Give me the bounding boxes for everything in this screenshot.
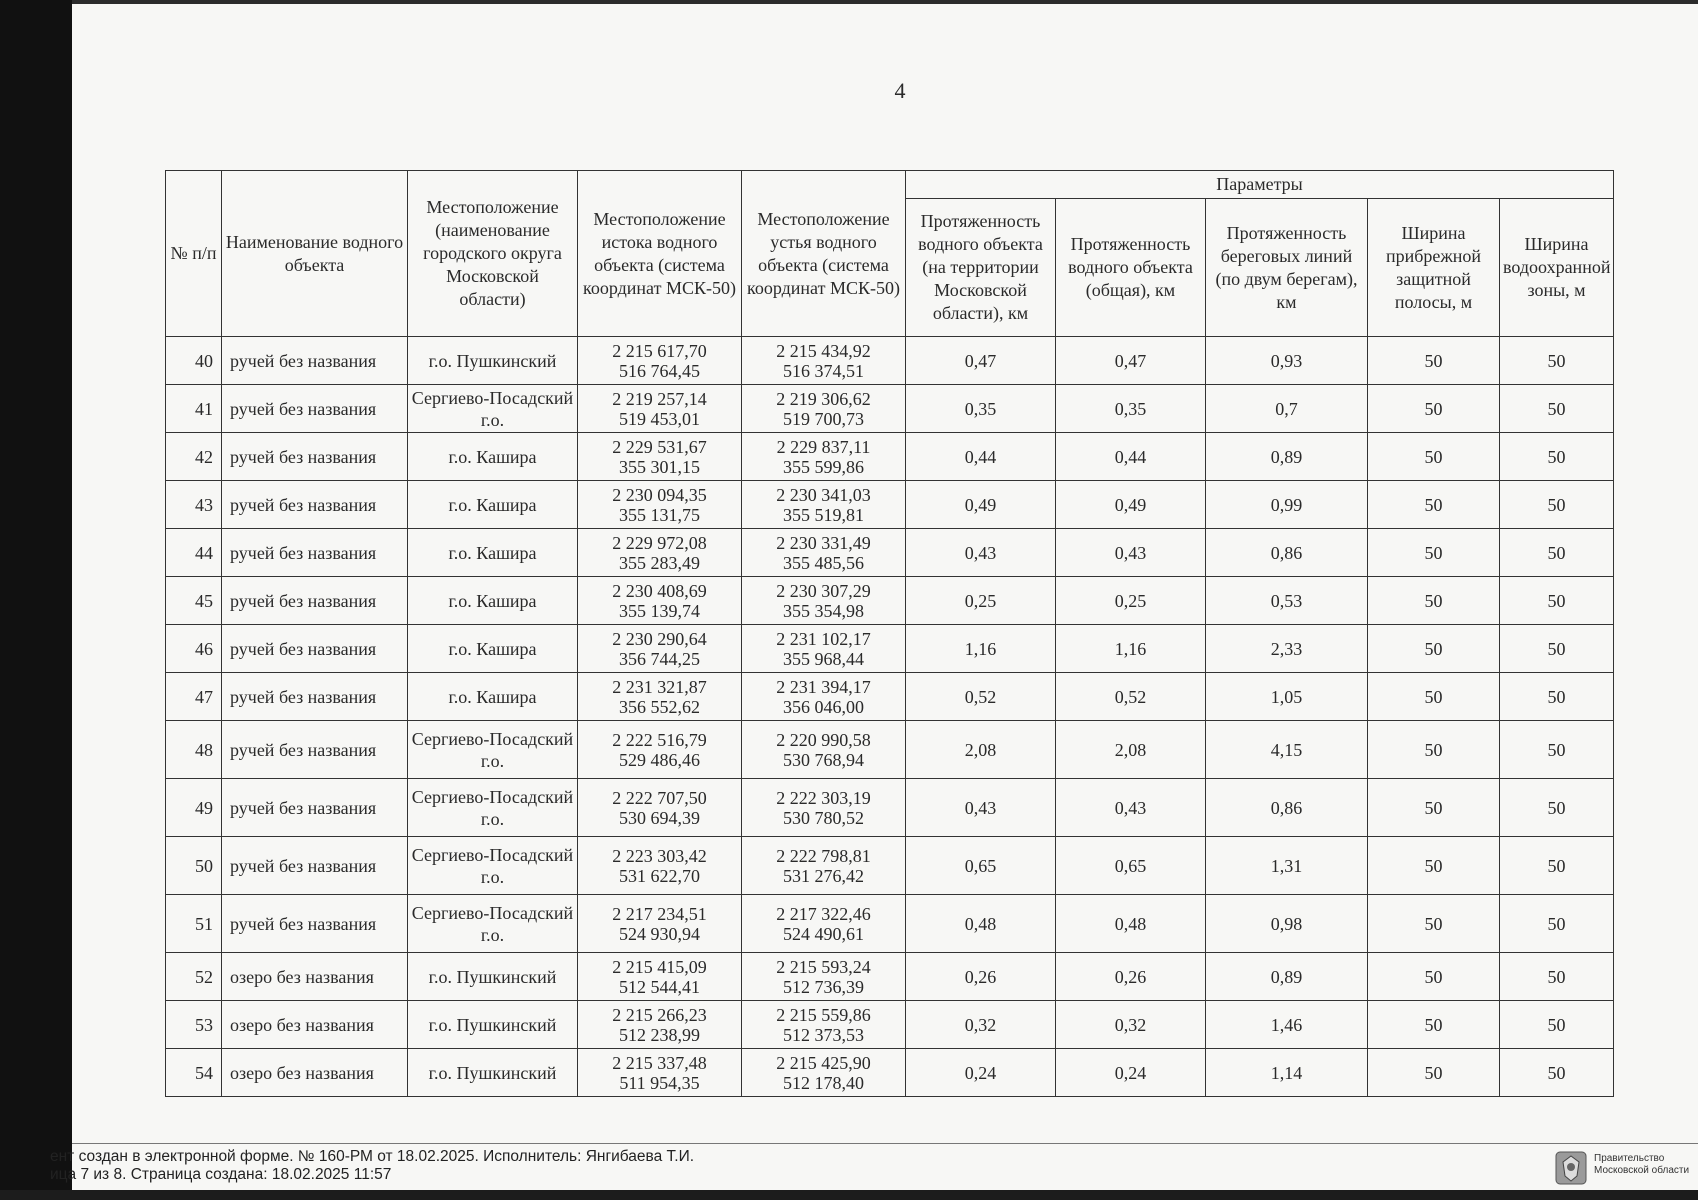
cell-coastal-strip: 50 bbox=[1368, 481, 1500, 529]
cell-length-mo: 1,16 bbox=[906, 625, 1056, 673]
water-objects-table bbox=[165, 170, 1614, 1097]
cell-coastal-strip: 50 bbox=[1368, 337, 1500, 385]
cell-coastal-strip: 50 bbox=[1368, 385, 1500, 433]
cell-mouth bbox=[742, 625, 906, 673]
cell-length-mo: 0,52 bbox=[906, 673, 1056, 721]
cell-mouth bbox=[742, 1001, 906, 1049]
cell-shore-length: 0,89 bbox=[1206, 433, 1368, 481]
cell-mouth bbox=[742, 529, 906, 577]
cell-location: г.о. Пушкинский bbox=[408, 953, 578, 1001]
cell-length-total: 0,35 bbox=[1056, 385, 1206, 433]
source-coord-y: 355 139,74 bbox=[619, 600, 700, 621]
cell-length-mo: 0,44 bbox=[906, 433, 1056, 481]
cell-source bbox=[578, 1001, 742, 1049]
cell-num: 49 bbox=[166, 779, 222, 837]
cell-length-total: 0,65 bbox=[1056, 837, 1206, 895]
mouth-coord-x: 2 229 837,11 bbox=[776, 436, 871, 457]
source-coord-y: 531 622,70 bbox=[619, 865, 700, 886]
cell-shore-length: 0,89 bbox=[1206, 953, 1368, 1001]
mouth-coord-x: 2 220 990,58 bbox=[776, 729, 871, 750]
source-coord-y: 530 694,39 bbox=[619, 807, 700, 828]
cell-protection-zone: 50 bbox=[1500, 895, 1614, 953]
cell-length-total: 0,52 bbox=[1056, 673, 1206, 721]
cell-source bbox=[578, 953, 742, 1001]
cell-name: ручей без названия bbox=[222, 625, 408, 673]
cell-num: 40 bbox=[166, 337, 222, 385]
cell-shore-length: 0,98 bbox=[1206, 895, 1368, 953]
table-row bbox=[166, 673, 1614, 721]
cell-length-total: 0,48 bbox=[1056, 895, 1206, 953]
cell-mouth bbox=[742, 385, 906, 433]
cell-shore-length: 2,33 bbox=[1206, 625, 1368, 673]
cell-source bbox=[578, 385, 742, 433]
cell-num: 48 bbox=[166, 721, 222, 779]
table-row bbox=[166, 953, 1614, 1001]
cell-mouth bbox=[742, 953, 906, 1001]
header-params: Параметры bbox=[906, 171, 1614, 199]
mouth-coord-x: 2 215 593,24 bbox=[776, 956, 871, 977]
cell-protection-zone: 50 bbox=[1500, 337, 1614, 385]
cell-location: г.о. Пушкинский bbox=[408, 1049, 578, 1097]
cell-protection-zone: 50 bbox=[1500, 625, 1614, 673]
cell-num: 44 bbox=[166, 529, 222, 577]
cell-mouth bbox=[742, 433, 906, 481]
cell-name: ручей без названия bbox=[222, 529, 408, 577]
source-coord-y: 356 744,25 bbox=[619, 648, 700, 669]
cell-coastal-strip: 50 bbox=[1368, 625, 1500, 673]
source-coord-x: 2 215 415,09 bbox=[612, 956, 707, 977]
cell-coastal-strip: 50 bbox=[1368, 673, 1500, 721]
cell-shore-length: 0,53 bbox=[1206, 577, 1368, 625]
cell-num: 50 bbox=[166, 837, 222, 895]
source-coord-y: 516 764,45 bbox=[619, 360, 700, 381]
source-coord-x: 2 222 516,79 bbox=[612, 729, 707, 750]
cell-mouth bbox=[742, 481, 906, 529]
cell-coastal-strip: 50 bbox=[1368, 433, 1500, 481]
cell-location: г.о. Пушкинский bbox=[408, 337, 578, 385]
cell-source bbox=[578, 481, 742, 529]
source-coord-x: 2 223 303,42 bbox=[612, 845, 707, 866]
source-coord-x: 2 215 337,48 bbox=[612, 1052, 707, 1073]
cell-name: ручей без названия bbox=[222, 385, 408, 433]
cell-length-mo: 0,47 bbox=[906, 337, 1056, 385]
cell-name: ручей без названия bbox=[222, 721, 408, 779]
cell-source bbox=[578, 1049, 742, 1097]
cell-name: озеро без названия bbox=[222, 1001, 408, 1049]
page-number: 4 bbox=[894, 78, 906, 103]
footer-line-2: ица 7 из 8. Страница создана: 18.02.2025 11:57 bbox=[50, 1166, 392, 1183]
cell-shore-length: 1,31 bbox=[1206, 837, 1368, 895]
cell-num: 43 bbox=[166, 481, 222, 529]
cell-shore-length: 0,7 bbox=[1206, 385, 1368, 433]
cell-name: озеро без названия bbox=[222, 953, 408, 1001]
mouth-coord-y: 524 490,61 bbox=[783, 923, 864, 944]
cell-source bbox=[578, 577, 742, 625]
cell-location: г.о. Кашира bbox=[408, 433, 578, 481]
cell-protection-zone: 50 bbox=[1500, 779, 1614, 837]
cell-source bbox=[578, 433, 742, 481]
cell-shore-length: 1,14 bbox=[1206, 1049, 1368, 1097]
cell-coastal-strip: 50 bbox=[1368, 529, 1500, 577]
cell-num: 51 bbox=[166, 895, 222, 953]
cell-name: ручей без названия bbox=[222, 673, 408, 721]
cell-coastal-strip: 50 bbox=[1368, 953, 1500, 1001]
cell-length-total: 0,43 bbox=[1056, 779, 1206, 837]
cell-shore-length: 0,86 bbox=[1206, 529, 1368, 577]
header-source: Местоположение истока водного объекта (система координат МСК-50) bbox=[578, 171, 742, 337]
cell-mouth bbox=[742, 721, 906, 779]
mouth-coord-x: 2 230 331,49 bbox=[776, 532, 871, 553]
cell-protection-zone: 50 bbox=[1500, 1049, 1614, 1097]
source-coord-x: 2 230 094,35 bbox=[612, 484, 707, 505]
mouth-coord-x: 2 230 341,03 bbox=[776, 484, 871, 505]
mouth-coord-x: 2 230 307,29 bbox=[776, 580, 871, 601]
source-coord-y: 519 453,01 bbox=[619, 408, 700, 429]
mouth-coord-y: 516 374,51 bbox=[783, 360, 864, 381]
cell-location: г.о. Кашира bbox=[408, 577, 578, 625]
table-row bbox=[166, 433, 1614, 481]
cell-num: 54 bbox=[166, 1049, 222, 1097]
cell-num: 42 bbox=[166, 433, 222, 481]
source-coord-y: 524 930,94 bbox=[619, 923, 700, 944]
table-row bbox=[166, 577, 1614, 625]
cell-location: г.о. Пушкинский bbox=[408, 1001, 578, 1049]
mouth-coord-y: 512 736,39 bbox=[783, 976, 864, 997]
source-coord-y: 512 544,41 bbox=[619, 976, 700, 997]
cell-coastal-strip: 50 bbox=[1368, 837, 1500, 895]
cell-protection-zone: 50 bbox=[1500, 721, 1614, 779]
cell-length-mo: 0,48 bbox=[906, 895, 1056, 953]
table-row bbox=[166, 1001, 1614, 1049]
cell-length-mo: 0,26 bbox=[906, 953, 1056, 1001]
cell-name: ручей без названия bbox=[222, 895, 408, 953]
cell-length-mo: 0,43 bbox=[906, 779, 1056, 837]
mouth-coord-y: 530 768,94 bbox=[783, 749, 864, 770]
cell-shore-length: 0,99 bbox=[1206, 481, 1368, 529]
cell-mouth bbox=[742, 779, 906, 837]
cell-protection-zone: 50 bbox=[1500, 529, 1614, 577]
cell-length-total: 0,26 bbox=[1056, 953, 1206, 1001]
table-row bbox=[166, 481, 1614, 529]
cell-protection-zone: 50 bbox=[1500, 385, 1614, 433]
mouth-coord-y: 512 178,40 bbox=[783, 1072, 864, 1093]
cell-name: ручей без названия bbox=[222, 337, 408, 385]
source-coord-x: 2 222 707,50 bbox=[612, 787, 707, 808]
cell-num: 45 bbox=[166, 577, 222, 625]
header-name: Наименование водного объекта bbox=[222, 171, 408, 337]
cell-source bbox=[578, 529, 742, 577]
cell-length-total: 0,43 bbox=[1056, 529, 1206, 577]
cell-protection-zone: 50 bbox=[1500, 673, 1614, 721]
source-coord-x: 2 231 321,87 bbox=[612, 676, 707, 697]
document-footer bbox=[50, 1148, 1510, 1184]
cell-shore-length: 4,15 bbox=[1206, 721, 1368, 779]
cell-coastal-strip: 50 bbox=[1368, 895, 1500, 953]
source-coord-y: 512 238,99 bbox=[619, 1024, 700, 1045]
cell-mouth bbox=[742, 673, 906, 721]
mouth-coord-y: 355 519,81 bbox=[783, 504, 864, 525]
cell-coastal-strip: 50 bbox=[1368, 1001, 1500, 1049]
source-coord-y: 355 301,15 bbox=[619, 456, 700, 477]
cell-shore-length: 1,05 bbox=[1206, 673, 1368, 721]
source-coord-y: 529 486,46 bbox=[619, 749, 700, 770]
cell-length-total: 0,32 bbox=[1056, 1001, 1206, 1049]
cell-length-mo: 0,24 bbox=[906, 1049, 1056, 1097]
cell-source bbox=[578, 673, 742, 721]
cell-mouth bbox=[742, 337, 906, 385]
mouth-coord-y: 355 485,56 bbox=[783, 552, 864, 573]
cell-protection-zone: 50 bbox=[1500, 577, 1614, 625]
coat-of-arms-icon bbox=[1553, 1150, 1589, 1186]
cell-shore-length: 0,93 bbox=[1206, 337, 1368, 385]
cell-source bbox=[578, 337, 742, 385]
footer-divider bbox=[72, 1143, 1698, 1144]
source-coord-x: 2 219 257,14 bbox=[612, 388, 707, 409]
cell-source bbox=[578, 721, 742, 779]
cell-length-total: 0,47 bbox=[1056, 337, 1206, 385]
mouth-coord-x: 2 215 434,92 bbox=[776, 340, 871, 361]
cell-length-total: 0,44 bbox=[1056, 433, 1206, 481]
table-row bbox=[166, 529, 1614, 577]
table-row bbox=[166, 837, 1614, 895]
footer-line-1: ент создан в электронной форме. № 160-РМ от 18.02.2025. Исполнитель: Янгибаева Т.И. bbox=[50, 1148, 695, 1165]
source-coord-y: 356 552,62 bbox=[619, 696, 700, 717]
source-coord-x: 2 215 617,70 bbox=[612, 340, 707, 361]
scan-left-edge bbox=[0, 0, 72, 1200]
cell-protection-zone: 50 bbox=[1500, 837, 1614, 895]
cell-num: 52 bbox=[166, 953, 222, 1001]
header-shore-length: Протяженность береговых линий (по двум берегам), км bbox=[1206, 199, 1368, 337]
source-coord-y: 355 131,75 bbox=[619, 504, 700, 525]
cell-coastal-strip: 50 bbox=[1368, 779, 1500, 837]
table-row bbox=[166, 1049, 1614, 1097]
table-row bbox=[166, 337, 1614, 385]
cell-length-mo: 0,65 bbox=[906, 837, 1056, 895]
scan-top-edge bbox=[72, 0, 1698, 4]
cell-name: ручей без названия bbox=[222, 837, 408, 895]
table-body bbox=[166, 337, 1614, 1097]
cell-coastal-strip: 50 bbox=[1368, 1049, 1500, 1097]
cell-name: ручей без названия bbox=[222, 577, 408, 625]
mouth-coord-x: 2 222 303,19 bbox=[776, 787, 871, 808]
mouth-coord-x: 2 231 394,17 bbox=[776, 676, 871, 697]
government-label-line-1: Правительство bbox=[1594, 1153, 1665, 1164]
header-mouth: Местоположение устья водного объекта (система координат МСК-50) bbox=[742, 171, 906, 337]
source-coord-x: 2 229 531,67 bbox=[612, 436, 707, 457]
mouth-coord-y: 530 780,52 bbox=[783, 807, 864, 828]
cell-length-mo: 2,08 bbox=[906, 721, 1056, 779]
cell-protection-zone: 50 bbox=[1500, 433, 1614, 481]
header-length-total: Протяженность водного объекта (общая), км bbox=[1056, 199, 1206, 337]
scan-bottom-edge bbox=[0, 1190, 1698, 1200]
mouth-coord-y: 512 373,53 bbox=[783, 1024, 864, 1045]
cell-source bbox=[578, 625, 742, 673]
cell-num: 41 bbox=[166, 385, 222, 433]
cell-coastal-strip: 50 bbox=[1368, 721, 1500, 779]
cell-location: Сергиево-Посадский г.о. bbox=[408, 779, 578, 837]
cell-length-total: 0,25 bbox=[1056, 577, 1206, 625]
header-coastal-strip: Ширина прибрежной защитной полосы, м bbox=[1368, 199, 1500, 337]
mouth-coord-x: 2 215 425,90 bbox=[776, 1052, 871, 1073]
cell-num: 53 bbox=[166, 1001, 222, 1049]
cell-source bbox=[578, 779, 742, 837]
cell-location: Сергиево-Посадский г.о. bbox=[408, 895, 578, 953]
cell-length-mo: 0,32 bbox=[906, 1001, 1056, 1049]
cell-coastal-strip: 50 bbox=[1368, 577, 1500, 625]
mouth-coord-y: 355 599,86 bbox=[783, 456, 864, 477]
cell-location: Сергиево-Посадский г.о. bbox=[408, 721, 578, 779]
source-coord-x: 2 230 408,69 bbox=[612, 580, 707, 601]
mouth-coord-x: 2 215 559,86 bbox=[776, 1004, 871, 1025]
mouth-coord-y: 519 700,73 bbox=[783, 408, 864, 429]
header-length-mo: Протяженность водного объекта (на территории Московской области), км bbox=[906, 199, 1056, 337]
table-row bbox=[166, 895, 1614, 953]
government-label bbox=[1594, 1153, 1694, 1177]
cell-name: ручей без названия bbox=[222, 481, 408, 529]
government-label-line-2: Московской области bbox=[1594, 1165, 1690, 1176]
table-row bbox=[166, 625, 1614, 673]
source-coord-y: 511 954,35 bbox=[619, 1072, 700, 1093]
table-row bbox=[166, 721, 1614, 779]
mouth-coord-y: 531 276,42 bbox=[783, 865, 864, 886]
cell-location: г.о. Кашира bbox=[408, 529, 578, 577]
source-coord-x: 2 229 972,08 bbox=[612, 532, 707, 553]
table-row bbox=[166, 779, 1614, 837]
cell-mouth bbox=[742, 837, 906, 895]
source-coord-x: 2 217 234,51 bbox=[612, 903, 707, 924]
cell-location: г.о. Кашира bbox=[408, 673, 578, 721]
cell-length-mo: 0,49 bbox=[906, 481, 1056, 529]
cell-length-total: 2,08 bbox=[1056, 721, 1206, 779]
cell-name: ручей без названия bbox=[222, 433, 408, 481]
mouth-coord-x: 2 217 322,46 bbox=[776, 903, 871, 924]
mouth-coord-x: 2 222 798,81 bbox=[776, 845, 871, 866]
cell-shore-length: 0,86 bbox=[1206, 779, 1368, 837]
source-coord-y: 355 283,49 bbox=[619, 552, 700, 573]
cell-protection-zone: 50 bbox=[1500, 1001, 1614, 1049]
cell-protection-zone: 50 bbox=[1500, 481, 1614, 529]
cell-location: г.о. Кашира bbox=[408, 625, 578, 673]
cell-location: Сергиево-Посадский г.о. bbox=[408, 385, 578, 433]
header-location: Местоположение (наименование городского округа Московской области) bbox=[408, 171, 578, 337]
cell-length-mo: 0,43 bbox=[906, 529, 1056, 577]
cell-length-total: 1,16 bbox=[1056, 625, 1206, 673]
mouth-coord-y: 355 354,98 bbox=[783, 600, 864, 621]
mouth-coord-x: 2 231 102,17 bbox=[776, 628, 871, 649]
cell-length-mo: 0,35 bbox=[906, 385, 1056, 433]
cell-mouth bbox=[742, 895, 906, 953]
cell-mouth bbox=[742, 577, 906, 625]
cell-length-total: 0,49 bbox=[1056, 481, 1206, 529]
mouth-coord-y: 356 046,00 bbox=[783, 696, 864, 717]
cell-num: 47 bbox=[166, 673, 222, 721]
cell-location: г.о. Кашира bbox=[408, 481, 578, 529]
source-coord-x: 2 230 290,64 bbox=[612, 628, 707, 649]
cell-source bbox=[578, 837, 742, 895]
cell-protection-zone: 50 bbox=[1500, 953, 1614, 1001]
cell-length-mo: 0,25 bbox=[906, 577, 1056, 625]
cell-mouth bbox=[742, 1049, 906, 1097]
header-protection-zone: Ширина водоохранной зоны, м bbox=[1500, 199, 1614, 337]
header-num: № п/п bbox=[166, 171, 222, 337]
mouth-coord-x: 2 219 306,62 bbox=[776, 388, 871, 409]
cell-source bbox=[578, 895, 742, 953]
cell-num: 46 bbox=[166, 625, 222, 673]
cell-name: озеро без названия bbox=[222, 1049, 408, 1097]
cell-length-total: 0,24 bbox=[1056, 1049, 1206, 1097]
cell-location: Сергиево-Посадский г.о. bbox=[408, 837, 578, 895]
cell-shore-length: 1,46 bbox=[1206, 1001, 1368, 1049]
source-coord-x: 2 215 266,23 bbox=[612, 1004, 707, 1025]
table-row bbox=[166, 385, 1614, 433]
mouth-coord-y: 355 968,44 bbox=[783, 648, 864, 669]
cell-name: ручей без названия bbox=[222, 779, 408, 837]
